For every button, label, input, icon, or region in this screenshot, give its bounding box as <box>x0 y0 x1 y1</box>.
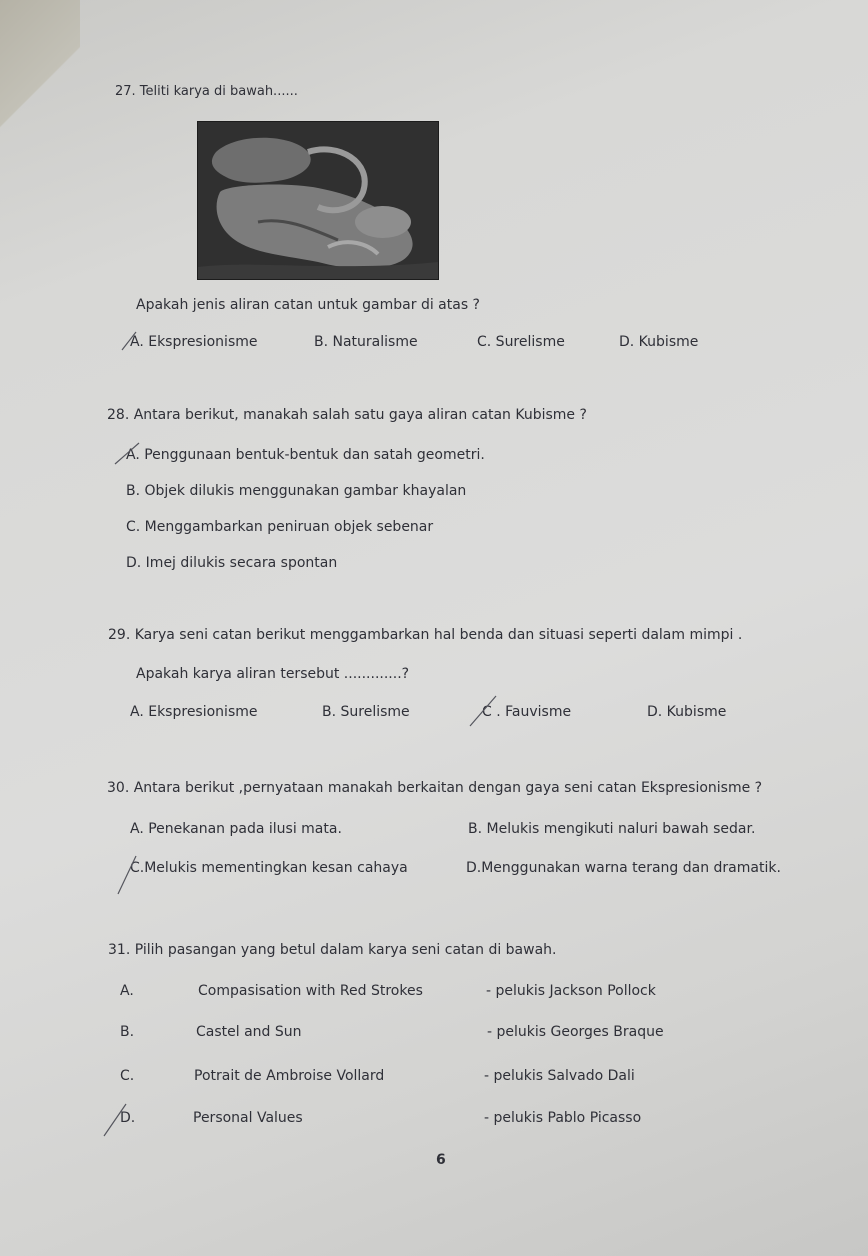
pencil-tick-mark-icon <box>118 330 140 354</box>
q31-row-work: Compasisation with Red Strokes <box>198 983 423 999</box>
q31-row-work: Personal Values <box>193 1110 303 1126</box>
q27-artwork-image <box>197 121 439 280</box>
q28-option-c: C. Menggambarkan peniruan objek sebenar <box>126 519 434 535</box>
q27-option-b: B. Naturalisme <box>314 334 418 350</box>
page-corner-shadow <box>0 0 80 130</box>
q30-option-b: B. Melukis mengikuti naluri bawah sedar. <box>468 821 756 837</box>
surreal-painting-figure <box>198 122 438 279</box>
q28-option-b: B. Objek dilukis menggunakan gambar khayalan <box>126 483 467 499</box>
q31-row-label: C. <box>120 1068 135 1084</box>
q30-option-d: D.Menggunakan warna terang dan dramatik. <box>466 860 781 876</box>
q28-option-a: A. Penggunaan bentuk-bentuk dan satah geometri. <box>126 447 485 463</box>
q31-row-work: Castel and Sun <box>196 1024 302 1040</box>
q27-stem: 27. Teliti karya di bawah...... <box>115 84 298 99</box>
q28-option-d: D. Imej dilukis secara spontan <box>126 555 338 571</box>
q29-question: Apakah karya aliran tersebut .............? <box>136 666 410 682</box>
q29-option-a: A. Ekspresionisme <box>130 704 258 720</box>
q27-option-a: A. Ekspresionisme <box>130 334 258 350</box>
q29-option-c: C . Fauvisme <box>482 704 572 720</box>
q28-stem: 28. Antara berikut, manakah salah satu gaya aliran catan Kubisme ? <box>107 407 587 423</box>
pencil-tick-mark-icon <box>466 692 502 732</box>
q27-option-c: C. Surelisme <box>477 334 565 350</box>
q29-stem: 29. Karya seni catan berikut menggambarkan hal benda dan situasi seperti dalam mimpi . <box>108 627 743 643</box>
q31-row-painter: - pelukis Pablo Picasso <box>484 1110 642 1126</box>
q31-stem: 31. Pilih pasangan yang betul dalam karya seni catan di bawah. <box>108 942 557 958</box>
q31-row-painter: - pelukis Georges Braque <box>487 1024 664 1040</box>
q31-row-label: D. <box>120 1110 136 1126</box>
pencil-tick-mark-icon <box>100 1100 134 1140</box>
q30-option-c: C.Melukis mementingkan kesan cahaya <box>130 860 408 876</box>
q31-row-work: Potrait de Ambroise Vollard <box>194 1068 385 1084</box>
q30-option-a: A. Penekanan pada ilusi mata. <box>130 821 342 837</box>
page-number: 6 <box>436 1152 446 1168</box>
q31-row-label: B. <box>120 1024 135 1040</box>
q27-option-d: D. Kubisme <box>619 334 699 350</box>
q30-stem: 30. Antara berikut ,pernyataan manakah berkaitan dengan gaya seni catan Ekspresionisme ? <box>107 780 763 796</box>
q31-row-label: A. <box>120 983 134 999</box>
pencil-tick-mark-icon <box>115 852 141 898</box>
pencil-tick-mark-icon <box>112 440 142 468</box>
q31-row-painter: - pelukis Jackson Pollock <box>486 983 656 999</box>
q29-option-b: B. Surelisme <box>322 704 410 720</box>
q27-question: Apakah jenis aliran catan untuk gambar di atas ? <box>136 297 480 313</box>
q29-option-d: D. Kubisme <box>647 704 727 720</box>
q31-row-painter: - pelukis Salvado Dali <box>484 1068 635 1084</box>
